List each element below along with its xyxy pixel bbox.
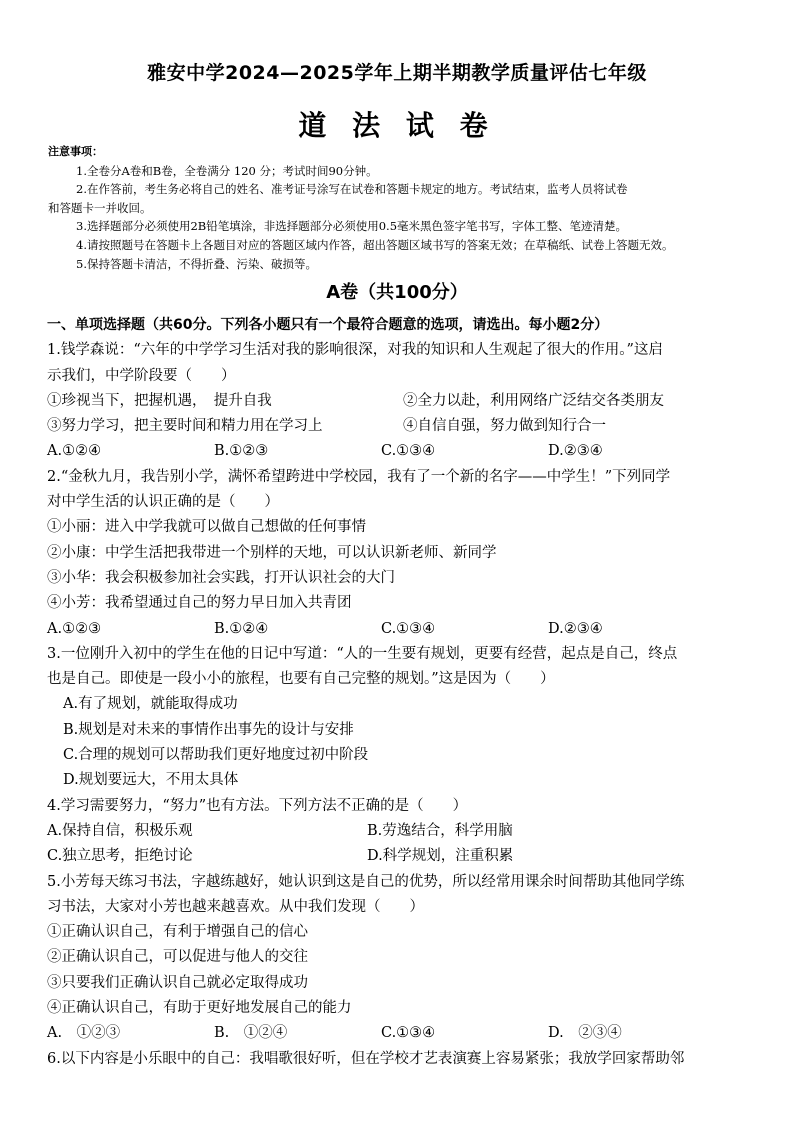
question-2-stem: 2.“金秋九月，我告别小学，满怀希望跨进中学校园，我有了一个新的名字——中学生！”下列同学 [47,468,671,485]
option-c: C.①③④ [381,443,436,460]
option-b: B. ①②④ [214,1025,288,1042]
note-item: 2.在作答前，考生务必将自己的姓名、准考证号涂写在试卷和答题卡规定的地方。考试结束，监考人员将试卷 [76,182,628,197]
statement: ①珍视当下，把握机遇， 提升自我 [47,392,272,409]
statement: ②小康：中学生活把我带进一个别样的天地，可以认识新老师、新同学 [47,544,497,561]
question-1-options [47,439,759,464]
statement: ③只要我们正确认识自己就必定取得成功 [47,974,308,991]
question-4-stem: 4.学习需要努力，“努力”也有方法。下列方法不正确的是（ ） [47,797,468,814]
question-2-stem-cont: 对中学生活的认识正确的是（ ） [47,494,279,511]
option-a: A.有了规划，就能取得成功 [63,696,238,713]
question-1-stem: 1.钱学森说：“六年的中学学习生活对我的影响很深，对我的知识和人生观起了很大的作用。”这启 [47,342,663,359]
option-c: C.独立思考，拒绝讨论 [47,848,193,865]
part1-heading: 一、单项选择题（共60分。下列各小题只有一个最符合题意的选项，请选出。每小题2分） [47,317,609,333]
option-c: C.①③④ [381,620,436,637]
note-item: 5.保持答题卡清洁，不得折叠、污染、破损等。 [76,256,317,271]
option-a: A.①②③ [47,620,102,637]
section-a-title: A卷（共100分） [326,282,468,303]
statement: ②正确认识自己，可以促进与他人的交往 [47,949,308,966]
statement: ④自信自强，努力做到知行合一 [403,418,606,435]
notes-block [48,143,754,273]
question-5-stem-cont: 习书法，大家对小芳也越来越喜欢。从中我们发现（ ） [47,898,424,915]
statement: ①小丽：进入中学我就可以做自己想做的任何事情 [47,519,366,536]
statement: ③小华：我会积极参加社会实践，打开认识社会的大门 [47,569,395,586]
option-d: D. ②③④ [548,1025,622,1042]
exam-title: 雅安中学2024—2025学年上期半期教学质量评估七年级 [147,62,647,84]
question-1-statements-row [47,389,759,414]
option-b: B.劳逸结合，科学用脑 [367,822,513,839]
option-d: D.②③④ [548,443,603,460]
question-2-options [47,617,759,642]
option-b: B.①②④ [214,620,269,637]
question-1-statements-row [47,414,759,439]
note-item: 3.选择题部分必须使用2B铅笔填涂，非选择题部分必须使用0.5毫米黑色签字笔书写，字体工整、笔迹清楚。 [76,219,628,234]
statement: ④小芳：我希望通过自己的努力早日加入共青团 [47,595,352,612]
option-a: A.保持自信，积极乐观 [47,822,193,839]
question-3-stem: 3.一位刚升入初中的学生在他的日记中写道：“人的一生要有规划，更要有经营，起点是自己，终点 [47,645,678,662]
question-4-options-row [47,844,759,869]
exam-subtitle: 道 法 试 卷 [298,109,496,142]
statement: ①正确认识自己，有利于增强自己的信心 [47,924,308,941]
statement: ②全力以赴，利用网络广泛结交各类朋友 [403,392,664,409]
option-b: B.规划是对未来的事情作出事先的设计与安排 [63,721,354,738]
question-5-options [47,1021,759,1046]
questions-content [47,313,759,1072]
question-3-stem-cont: 也是自己。即使是一段小小的旅程，也要有自己完整的规划。”这是因为（ ） [47,671,555,688]
option-d: D.科学规划，注重积累 [367,848,514,865]
option-c: C.①③④ [381,1025,436,1042]
option-d: D.②③④ [548,620,603,637]
option-a: A. ①②③ [47,1025,121,1042]
note-item: 和答题卡一并收回。 [48,200,152,215]
option-d: D.规划要远大，不用太具体 [63,772,239,789]
question-1-stem-cont: 示我们，中学阶段要（ ） [47,367,236,384]
notes-heading: 注意事项： [48,145,103,158]
question-4-options-row [47,819,759,844]
statement: ③努力学习，把主要时间和精力用在学习上 [47,418,323,435]
question-6-stem: 6.以下内容是小乐眼中的自己：我唱歌很好听，但在学校才艺表演赛上容易紧张；我放学回家帮助邻 [47,1050,685,1067]
note-item: 4.请按照题号在答题卡上各题目对应的答题区域内作答，超出答题区域书写的答案无效；在草稿纸、试卷上答题无效。 [76,237,674,252]
note-item: 1.全卷分A卷和B卷，全卷满分 120 分；考试时间90分钟。 [76,163,378,178]
statement: ④正确认识自己，有助于更好地发展自己的能力 [47,1000,352,1017]
option-c: C.合理的规划可以帮助我们更好地度过初中阶段 [63,747,369,764]
option-b: B.①②③ [214,443,269,460]
question-5-stem: 5.小芳每天练习书法，字越练越好，她认识到这是自己的优势，所以经常用课余时间帮助其他同学练 [47,873,685,890]
option-a: A.①②④ [47,443,102,460]
